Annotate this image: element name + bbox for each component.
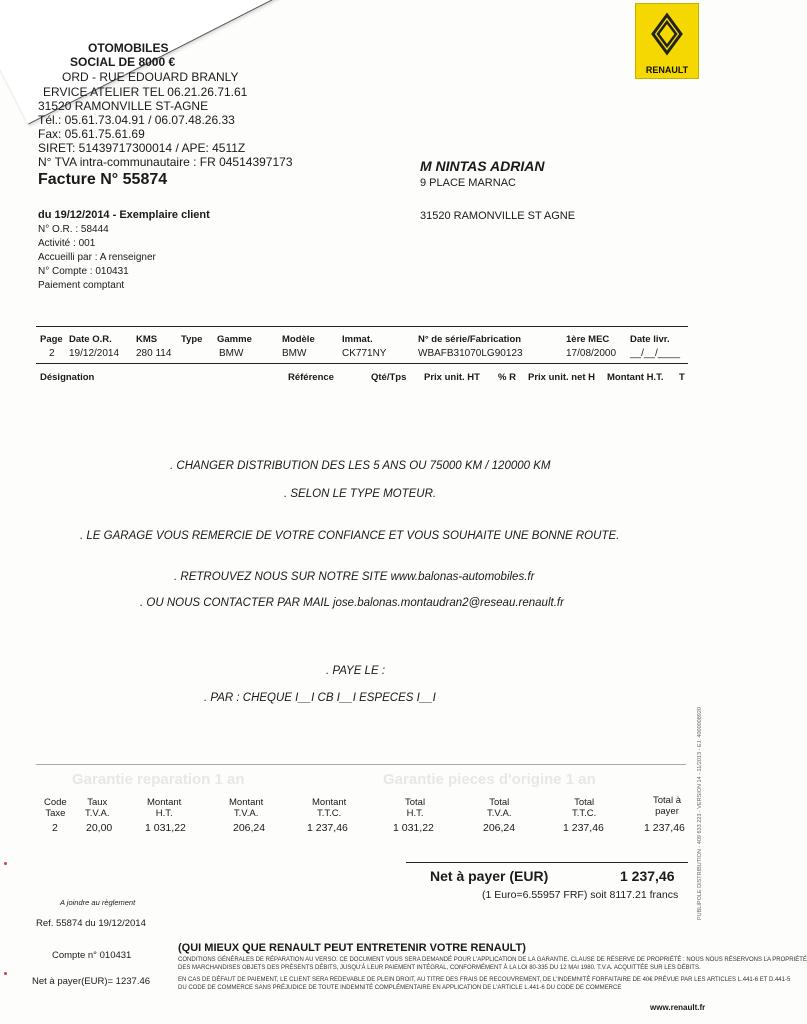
net-amount: 1 237,46 — [620, 868, 675, 884]
company-city: 31520 RAMONVILLE ST-AGNE — [38, 99, 209, 113]
company-capital: SOCIAL DE 8000 € — [70, 55, 176, 69]
message-site: . RETROUVEZ NOUS SUR NOTRE SITE www.balonas-automobiles.fr — [174, 571, 535, 583]
vat-header-total-ht: Total H.T. — [405, 797, 426, 819]
footer-cond-3: EN CAS DE DÉFAUT DE PAIEMENT, LE CLIENT SERA REDEVABLE DE PLEIN DROIT, AU TITRE DES FRAIS DE RECOUVREMENT, DE L'INDEMNITÉ FORFAITAIRE DE 40€ PRÉVUE PAR LES ARTICLES L.441-6 ET D.441-5 — [178, 977, 791, 983]
message-remerciement: . LE GARAGE VOUS REMERCIE DE VOTRE CONFIANCE ET VOUS SOUHAITE UNE BONNE ROUTE. — [80, 530, 620, 542]
vat-header-montant-ht: Montant H.T. — [147, 797, 182, 819]
vat-header-total-payer: Total à payer — [653, 795, 681, 817]
invoice-paiement: Paiement comptant — [38, 280, 125, 291]
net-conversion: (1 Euro=6.55957 FRF) soit 8117.21 francs — [482, 889, 679, 901]
vat-montant-tva: 206,24 — [233, 822, 266, 834]
renault-logo — [635, 3, 699, 79]
lines-header-t: T — [679, 372, 685, 383]
vat-header-montant-ttc: Montant T.T.C. — [312, 797, 347, 819]
coupon-note: A joindre au règlement — [60, 898, 136, 907]
invoice-activite: Activité : 001 — [38, 238, 96, 249]
vehicle-header-modele: Modèle — [282, 334, 315, 345]
client-street: 9 PLACE MARNAC — [420, 177, 516, 189]
vehicle-kms: 280 114 — [136, 348, 172, 359]
vehicle-header-immat: Immat. — [342, 334, 373, 345]
vehicle-header-type: Type — [181, 334, 203, 345]
footer-website: www.renault.fr — [650, 1003, 706, 1012]
net-rule — [406, 862, 688, 863]
vat-total-payer: 1 237,46 — [644, 822, 685, 834]
vehicle-mec: 17/08/2000 — [566, 348, 617, 359]
message-mail: . OU NOUS CONTACTER PAR MAIL jose.balonas.montaudran2@reseau.renault.fr — [140, 597, 564, 609]
vat-montant-ttc: 1 237,46 — [307, 822, 348, 834]
vat-header-taux: Taux T.V.A. — [85, 797, 110, 819]
vehicle-page: 2 — [49, 348, 55, 359]
vat-header-total-ttc: Total T.T.C. — [572, 797, 597, 819]
message-type-moteur: . SELON LE TYPE MOTEUR. — [284, 488, 437, 500]
vehicle-serie: WBAFB31070LG90123 — [418, 348, 523, 359]
company-name: OTOMOBILES — [88, 41, 169, 55]
renault-diamond-icon — [652, 14, 682, 54]
lines-header-montant: Montant H.T. — [607, 372, 664, 383]
scan-mark — [4, 972, 7, 975]
message-distribution: . CHANGER DISTRIBUTION DES LES 5 ANS OU 75000 KM / 120000 KM — [170, 460, 551, 472]
footer-slogan: (QUI MIEUX QUE RENAULT PEUT ENTRETENIR VOTRE RENAULT) — [178, 942, 526, 954]
company-tva: N° TVA intra-communautaire : FR 04514397173 — [38, 155, 293, 169]
company-fax: Fax: 05.61.75.61.69 — [38, 127, 145, 141]
company-siret: SIRET: 51439717300014 / APE: 4511Z — [38, 141, 246, 155]
vehicle-date-or: 19/12/2014 — [69, 348, 120, 359]
vat-total-ttc: 1 237,46 — [563, 822, 604, 834]
lines-header-remise: % R — [498, 372, 516, 383]
vat-total-ht: 1 031,22 — [393, 822, 434, 834]
vehicle-immat: CK771NY — [342, 348, 387, 359]
vehicle-livr: __/__/____ — [630, 348, 681, 359]
vehicle-header-mec: 1ère MEC — [566, 334, 610, 345]
vat-header-montant-tva: Montant T.V.A. — [229, 797, 264, 819]
company-address: ORD - RUE EDOUARD BRANLY — [62, 70, 239, 84]
invoice-or: N° O.R. : 58444 — [38, 224, 109, 235]
coupon-net: Net à payer(EUR)= 1237.46 — [32, 976, 151, 987]
vehicle-header-date-or: Date O.R. — [69, 334, 112, 345]
coupon-compte: Compte n° 010431 — [52, 950, 132, 961]
coupon-ref: Ref. 55874 du 19/12/2014 — [36, 918, 146, 929]
vat-code: 2 — [52, 822, 58, 834]
footer-cond-2: DES MARCHANDISES OBJETS DES PRÉSENTS DÉBITS, JUSQU'À LEUR PAIEMENT INTÉGRAL, CONFORMÉMENT À LA LOI 80-335 DU 12 MAI 1980. T.V.A. ACQUITTÉE SUR LES DÉBITS. — [178, 965, 701, 971]
client-name: M NINTAS ADRIAN — [420, 158, 545, 174]
message-moyen-paiement: . PAR : CHEQUE I__I CB I__I ESPECES I__I — [204, 692, 436, 704]
vehicle-header-page: Page — [40, 334, 63, 345]
table-mid-rule — [36, 363, 688, 364]
lines-header-qte: Qté/Tps — [371, 372, 407, 383]
vat-taux: 20,00 — [86, 822, 113, 834]
company-workshop: ERVICE ATELIER TEL 06.21.26.71.61 — [43, 85, 248, 99]
invoice-title: Facture N° 55874 — [38, 171, 168, 188]
vat-montant-ht: 1 031,22 — [145, 822, 186, 834]
guarantee-rule — [36, 764, 686, 765]
lines-header-reference: Référence — [288, 372, 334, 383]
invoice-date-line: du 19/12/2014 - Exemplaire client — [38, 209, 210, 221]
company-tel: Tél.: 05.61.73.04.91 / 06.07.48.26.33 — [38, 113, 235, 127]
vehicle-header-kms: KMS — [136, 334, 158, 345]
table-top-rule — [36, 326, 688, 327]
vat-header-code: Code Taxe — [44, 797, 67, 819]
vat-total-tva: 206,24 — [483, 822, 516, 834]
footer-cond-4: DU CODE DE COMMERCE SANS PRÉJUDICE DE TOUTE INDEMNITÉ COMPLÉMENTAIRE EN APPLICATION DE L'ARTICLE L.441-6 DU CODE DE COMMERCE — [178, 985, 622, 991]
invoice-accueilli: Accueilli par : A renseigner — [38, 252, 156, 263]
lines-header-prix-ht: Prix unit. HT — [424, 372, 480, 383]
message-paye-le: . PAYE LE : — [326, 665, 386, 677]
vehicle-header-gamme: Gamme — [217, 334, 252, 345]
scan-mark — [4, 862, 7, 865]
vehicle-header-livr: Date livr. — [630, 334, 670, 345]
invoice-compte: N° Compte : 010431 — [38, 266, 129, 277]
guarantee-reparation: Garantie reparation 1 an — [72, 771, 245, 788]
footer-cond-1: CONDITIONS GÉNÉRALES DE RÉPARATION AU VERSO. CE DOCUMENT VOUS SERA DEMANDÉ POUR L'APPLICATION DE LA GARANTIE. CLAUSE DE RÉSERVE DE PROPRIÉTÉ : NOUS NOUS RÉSERVONS LA PROPRIÉTÉ — [178, 957, 807, 963]
vehicle-gamme: BMW — [219, 348, 244, 359]
lines-header-designation: Désignation — [40, 372, 95, 383]
guarantee-pieces: Garantie pieces d'origine 1 an — [383, 771, 596, 788]
client-city: 31520 RAMONVILLE ST AGNE — [420, 210, 576, 222]
vehicle-modele: BMW — [282, 348, 307, 359]
net-label: Net à payer (EUR) — [430, 868, 549, 884]
renault-brand-text: RENAULT — [645, 65, 689, 75]
footer-side-print: PUBLIPOLE DISTRIBUTION - 409 633 223 - VERSION 14 - 11/2013 - EJ: 4000008920 — [697, 707, 703, 920]
vehicle-header-serie: N° de série/Fabrication — [418, 334, 522, 345]
vat-header-total-tva: Total T.V.A. — [487, 797, 512, 819]
lines-header-prix-net: Prix unit. net H — [528, 372, 596, 383]
